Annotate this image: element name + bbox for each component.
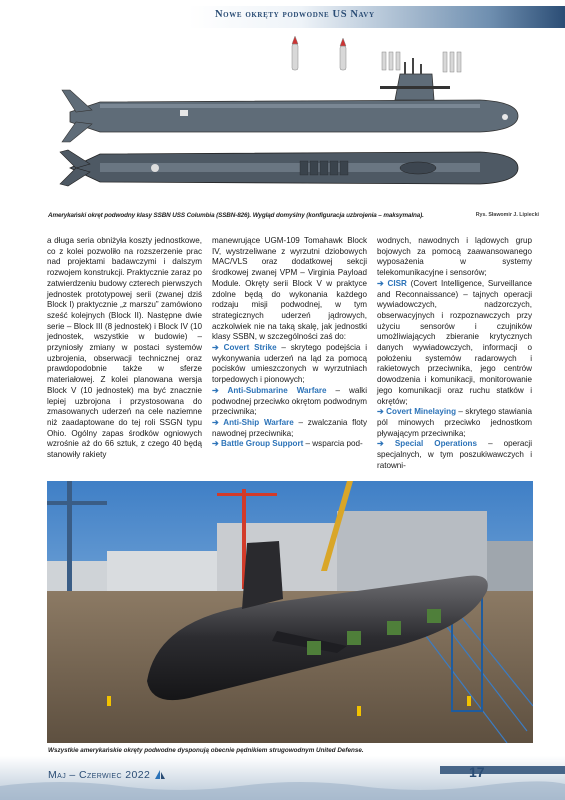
running-header-title: Nowe okręty podwodne US Navy	[215, 9, 375, 20]
list-item-text: – skrytego podejścia i wykonywania uderzeń na ląd za pomocą pocisków umieszczonych w wyrzutniach torpedowych i pionowych;	[212, 343, 367, 385]
text-column-2	[212, 236, 367, 450]
shipyard-photo	[47, 481, 533, 743]
footer-issue-text: Maj – Czerwiec 2022	[48, 769, 151, 781]
list-item-text: – skrytego stawiania pól minowych przeciwko jednostkom pływającym przeciwnika;	[377, 407, 532, 438]
photo-caption: Wszystkie amerykańskie okręty podwodne dysponują obecnie pędnikiem strugowodnym United Defense.	[48, 747, 364, 754]
column-2-intro: manewrujące UGM-109 Tomahawk Block IV, wystrzeliwane z wyrzutni dziobowych MAC/VLS oraz dodatkowej sekcji środkowej zwanej VPM – Virginia Payload Module. Okręty serii Block V w praktyce zdolne będą do wykonania każdego rodzaju misji podwodnej, w tym strategicznych uderzeń jądrowych, aczkolwiek nie na taką skalę, jak jednostki klasy SSBN, w szczególności zaś do:	[212, 236, 367, 342]
list-item-keyword: Covert Strike	[223, 343, 277, 353]
text-column-1	[47, 236, 202, 461]
list-item	[377, 279, 532, 407]
arrow-icon: ➔	[377, 439, 395, 449]
list-item	[212, 439, 367, 450]
list-item-text: – wsparcia pod-	[303, 439, 363, 449]
footer-issue	[48, 769, 166, 781]
sail-logo-icon	[154, 770, 166, 780]
list-item-text: – operacji specjalnych, w tym poszukiwawczych i ratowni-	[377, 439, 533, 470]
list-item-keyword: Anti-Submarine Warfare	[227, 385, 327, 395]
list-item-keyword: Anti-Ship Warfare	[223, 417, 294, 427]
page-number: 17	[469, 764, 485, 780]
list-item-text: (Covert Intelligence, Surveillance and Reconnaissance) – tajnych operacji wywiadowczych, nadzorczych, obserwacyjnych i rozpoznawczych przy użyciu sensorów i czujników umożliwiających zbieranie krytycznych danych wywiadowczych, informacji o położeniu systemów radarowych i rakietowych przeciwnika, jego centrów dowodzenia i komunikacji, monitorowanie jego komunikacji oraz ruchu statków i okrętów;	[377, 278, 532, 406]
list-item	[212, 386, 367, 418]
list-item-keyword: Special Operations	[394, 439, 478, 449]
column-1-paragraph: a długa seria obniżyła koszty jednostkowe, co z kolei pozwoliło na rozszerzenie prac nad projektami badawczymi i dalszym rozwojem konstrukcji. Praktycznie zaraz po zatwierdzeniu budowy czterech pierwszych jednostek prototypowej serii (zwanej dziś Block I) praktycznie „z marszu” zamówiono sześć kolejnych (Block II). Następne dwie serie – Block III (8 jednostek) i Block IV (10 jednostek, wszystkie w budowie) – przyniosły zmiany w postaci systemów uzbrojenia, obserwacji technicznej oraz prawdopodobnie także w sferze materiałowej. Z kolei planowana wersja Block V (10 jednostek) ma być znacznie lepiej uzbrojona i przystosowana do zmasowanych uderzeń na cele naziemne niż zaadaptowane do tej roli SSGN typu Ohio. Ogólny zapas środków ogniowych wzrośnie aż do 66 sztuk, z czego 40 będą stanowiły rakiety	[47, 236, 202, 460]
arrow-icon: ➔	[212, 385, 228, 395]
list-item-text: – walki podwodnej przeciwko okrętom podwodnym przeciwnika;	[212, 385, 367, 417]
list-item-text: – zwalczania floty nawodnej przeciwnika;	[212, 417, 367, 438]
arrow-icon: ➔	[377, 278, 388, 288]
arrow-icon: ➔	[212, 343, 224, 353]
missile-icon-group	[292, 36, 461, 72]
list-item	[377, 407, 532, 439]
submarine-top-view	[60, 150, 518, 186]
column-3-intro: wodnych, nawodnych i lądowych grup bojowych za pomocą zaawansowanego wyposażenia w systemy telekomunikacyjne i sensorów;	[377, 236, 532, 278]
illustration-credit: Rys. Sławomir J. Lipiecki	[475, 212, 539, 218]
arrow-icon: ➔	[212, 417, 224, 427]
submarine-side-profile	[62, 58, 518, 142]
list-item	[377, 439, 532, 471]
arrow-icon: ➔	[377, 407, 387, 417]
list-item	[212, 418, 367, 439]
list-item-keyword: CISR	[387, 278, 407, 288]
list-item	[212, 343, 367, 386]
illustration-caption: Amerykański okręt podwodny klasy SSBN USS Columbia (SSBN-826). Wygląd domyślny (konfiguracja uzbrojenia – maksymalna).	[48, 212, 424, 219]
list-item-keyword: Battle Group Support	[221, 439, 304, 449]
list-item-keyword: Covert Minelaying	[386, 407, 457, 417]
arrow-icon: ➔	[212, 439, 222, 449]
submarine-illustration	[40, 30, 540, 210]
text-column-3	[377, 236, 532, 471]
